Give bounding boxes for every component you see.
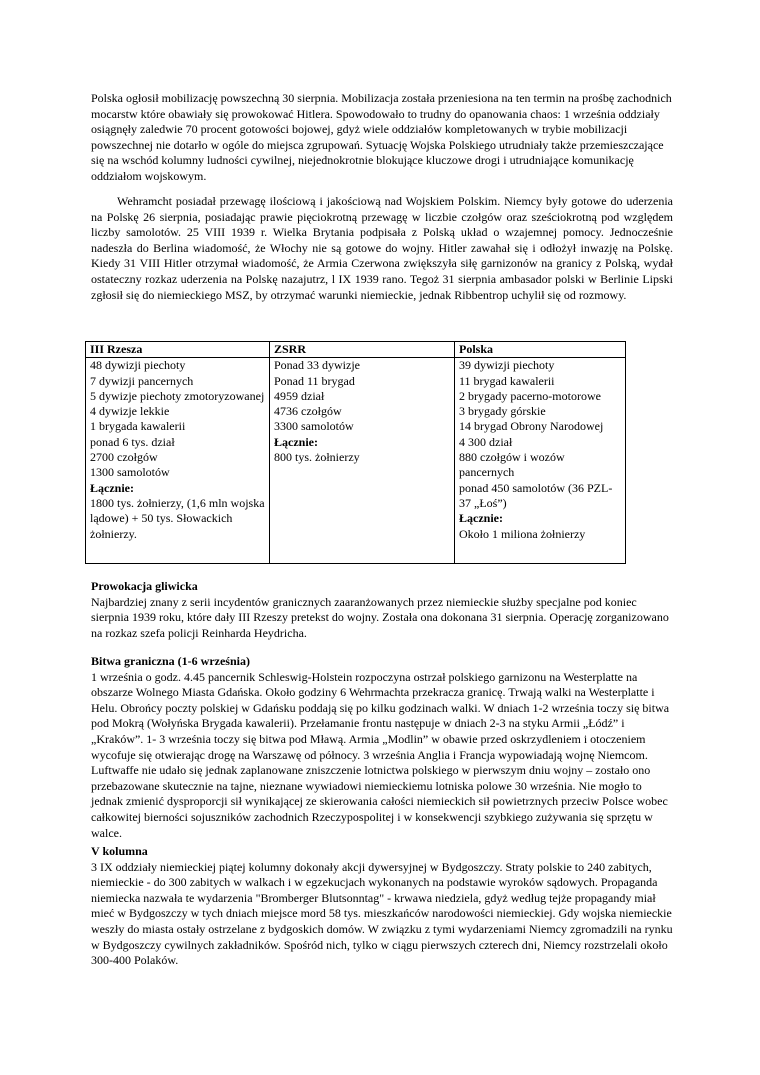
list-item: 4959 dział: [274, 388, 325, 403]
table-row: [86, 358, 626, 564]
header-zsrr: ZSRR: [270, 342, 455, 358]
list-item: 4 300 dział: [459, 434, 513, 449]
section-bitwa: [91, 654, 676, 841]
total-label: Łącznie:: [459, 511, 503, 526]
total-value: 1800 tys. żołnierzy, (1,6 mln wojska lądowe) + 50 tys. Słowackich żołnierzy.: [90, 495, 265, 541]
list-item: 880 czołgów i wozów pancernych: [459, 450, 565, 480]
cell-iii-rzesza: [86, 358, 270, 564]
total-value: 800 tys. żołnierzy: [274, 450, 360, 465]
cell-zsrr: [270, 358, 455, 564]
list-item: Ponad 11 brygad: [274, 373, 355, 388]
header-iii-rzesza: III Rzesza: [86, 342, 270, 358]
section-title: Prowokacja gliwicka: [91, 579, 198, 593]
list-item: 7 dywizji pancernych: [90, 373, 194, 388]
total-label: Łącznie:: [274, 434, 318, 449]
list-item: 39 dywizji piechoty: [459, 358, 555, 373]
header-polska: Polska: [455, 342, 626, 358]
list-item: 2700 czołgów: [90, 450, 158, 465]
section-title: Bitwa graniczna (1-6 września): [91, 654, 250, 668]
list-item: 3 brygady górskie: [459, 404, 546, 419]
list-item: Ponad 33 dywizje: [274, 358, 360, 373]
list-item: 14 brygad Obrony Narodowej: [459, 419, 604, 434]
list-item: 5 dywizje piechoty zmotoryzowanej: [90, 388, 265, 403]
list-item: 2 brygady pacerno-motorowe: [459, 388, 601, 403]
paragraph-przewaga: Wehramcht posiadał przewagę ilościową i jakościową nad Wojskiem Polskim. Niemcy były gotowe do uderzenia na Polskę 26 sierpnia, posiadając prawie pięciokrotną przewagę w liczbie czołgów oraz sześciokrotną pod względem liczby samolotów. 25 VIII 1939 r. Wielka Brytania podpisała z Polską układ o wzajemnej pomocy. Jednocześnie nadeszła do Berlina wiadomość, że Włochy nie są gotowe do wojny. Hitler zawahał się i odłożył inwazję na Polskę. Kiedy 31 VIII Hitler otrzymał wiadomość, że Armia Czerwona zwiększyła siłę garnizonów na granicy z Polską, wydał ostateczny rozkaz uderzenia na Polskę nazajutrz, l IX 1939 rano. Tegoż 31 sierpnia ambasador polski w Berlinie Lipski zgłosił się do niemieckiego MSZ, by otrzymać warunki niemieckie, jednak Ribbentrop uchylił się od rozmowy.: [91, 194, 673, 302]
section-body: 3 IX oddziały niemieckiej piątej kolumny dokonały akcji dywersyjnej w Bydgoszczy. Straty polskie to 240 zabitych, niemieckie - do 300 zabitych w walkach i w egzekucjach wykonanych na podstawie wyroków sądowych. Propaganda niemiecka nazwała te wydarzenia "Bromberger Blutsonntag" - krwawa niedziela, gdyż według tejże propagandy miał mieć w Bydgoszczy w tych dniach miejsce mord 58 tys. mieszkańców narodowości niemieckiej. Gdy wojska niemieckie weszły do miasta ostały ostrzelane z bydgoskich domów. W związku z tymi wydarzeniami Niemcy zgromadzili na rynku w Bydgoszczy cywilnych zakładników. Spośród nich, tylko w ciągu pierwszych czterech dni, Niemcy rozstrzelali około 300-400 Polaków.: [91, 859, 673, 968]
section-body: Najbardziej znany z serii incydentów granicznych zaaranżowanych przez niemieckie służby specjalne pod koniec sierpnia 1939 roku, które dały III Rzeszy pretekst do wojny. Została ona dokonana 31 sierpnia. Operację zorganizowano na rozkaz szefa policji Reinharda Heydricha.: [91, 594, 669, 640]
section-body: 1 września o godz. 4.45 pancernik Schleswig-Holstein rozpoczyna ostrzał polskiego garnizonu na Westerplatte na obszarze Wolnego Miasta Gdańska. Około godziny 6 Wehrmachta przekracza granicę. Trwają walki na Westerplatte i Helu. Obrońcy poczty polskiej w Gdańsku poddają się po kilku godzinach walki. W dniach 1-2 września toczy się bitwa pod Mokrą (Wołyńska Brygada kawalerii). Przełamanie frontu następuje w dniach 2-3 na styku Armii „Łódź” i „Kraków”. 1- 3 września toczy się bitwa pod Mławą. Armia „Modlin” w obawie przed oskrzydleniem i otoczeniem wycofuje się otwierając drogę na Warszawę od północy. 3 września Anglia i Francja wypowiadają wojnę Niemcom. Luftwaffe nie udało się jednak zaplanowane zniszczenie lotnictwa polskiego w pierwszym dniu wojny – zostało ono przebazowane skutecznie na tajne, nieznane wywiadowi niemieckiemu lotniska polowe 30 września. Nie mogło to jednak zmienić dysproporcji sił wynikającej ze skierowania całości niemieckich sił powietrznych przeciw Polsce wobec całkowitej bierności sojuszników zachodnich Rzeczypospolitej i w konsekwencji szybkiego zużywania się sprzętu w walce.: [91, 669, 670, 840]
cell-polska: [455, 358, 626, 564]
list-item: 4736 czołgów: [274, 404, 342, 419]
list-item: 1300 samolotów: [90, 465, 170, 480]
list-item: ponad 450 samolotów (36 PZL-37 „Łoś”): [459, 480, 613, 510]
list-item: 3300 samolotów: [274, 419, 354, 434]
list-item: 1 brygada kawalerii: [90, 419, 186, 434]
list-item: 4 dywizje lekkie: [90, 404, 170, 419]
section-title: V kolumna: [91, 844, 148, 858]
list-item: ponad 6 tys. dział: [90, 434, 175, 449]
list-item: 48 dywizji piechoty: [90, 358, 186, 373]
table-header-row: [86, 342, 626, 358]
section-kolumna: [91, 844, 676, 969]
forces-table: [85, 341, 626, 564]
section-prowokacja: [91, 579, 676, 641]
total-value: Około 1 miliona żołnierzy: [459, 526, 586, 541]
list-item: 11 brygad kawalerii: [459, 373, 555, 388]
paragraph-mobilizacja: Polska ogłosił mobilizację powszechną 30 sierpnia. Mobilizacja została przeniesiona na ten termin na prośbę zachodnich mocarstw które obawiały się prowokować Hitlera. Spowodowało to trudny do opanowania chaos: 1 września oddziały osiągnęły zaledwie 70 procent gotowości bojowej, gdyż wiele oddziałów kompletowanych w trybie mobilizacji powszechnej nie dotarło w ogóle do miejsca zgrupowań. Sytuację Wojska Polskiego utrudniały także przemieszczające się na wschód kolumny ludności cywilnej, niejednokrotnie blokujące kluczowe drogi i utrudniające komunikację oddziałom wojskowym.: [91, 91, 672, 183]
total-label: Łącznie:: [90, 480, 134, 495]
